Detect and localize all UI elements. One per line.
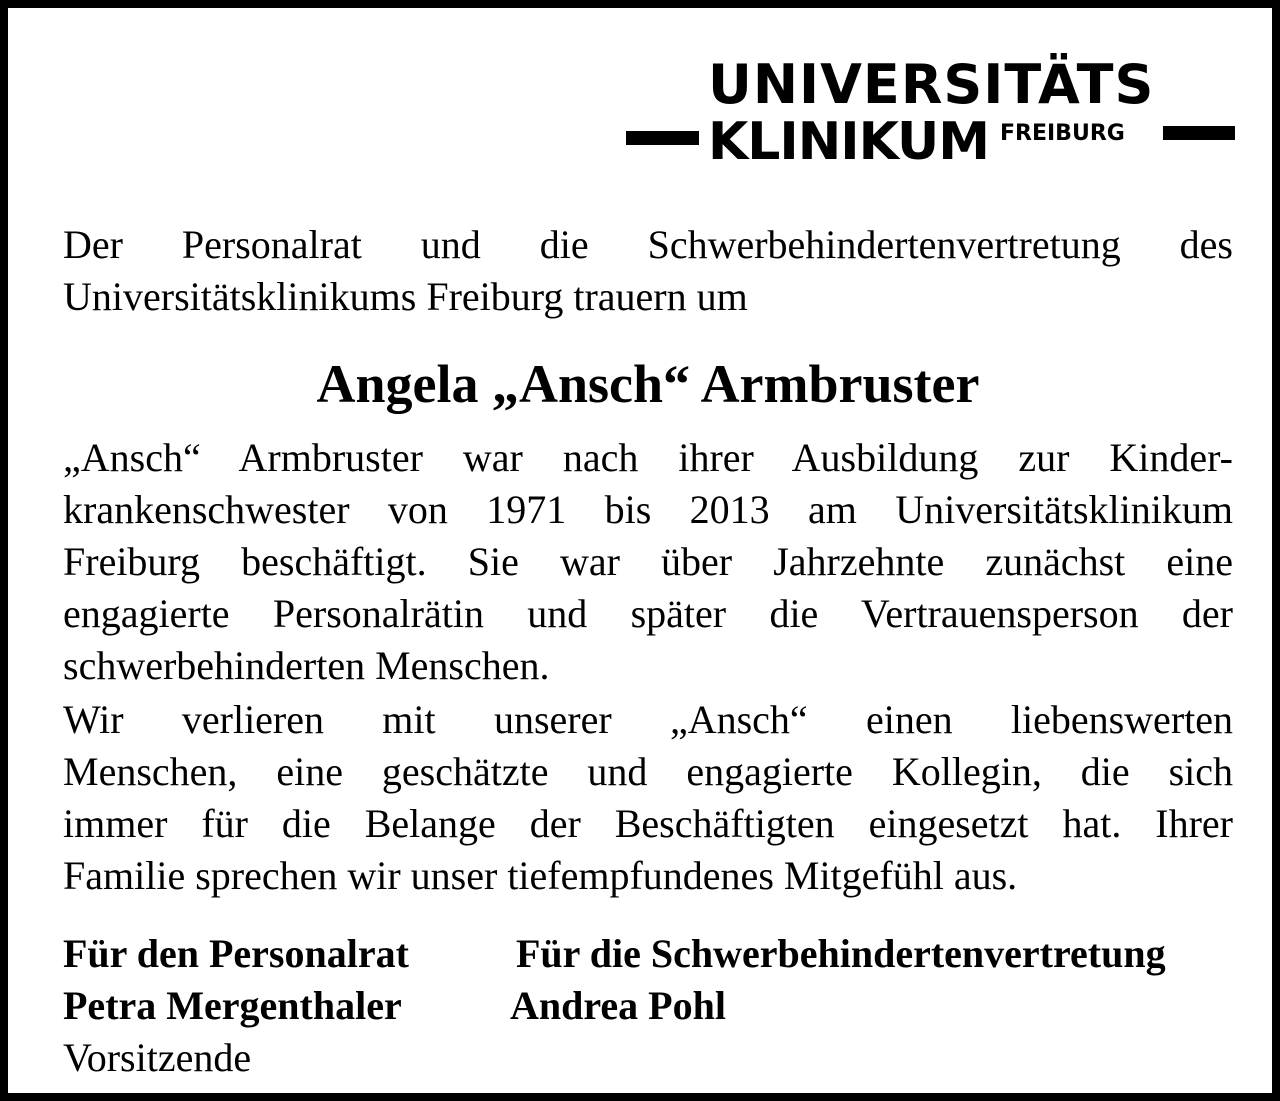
condolence-line-1: Wir verlieren mit unserer „Ansch“ einen liebenswerten: [63, 697, 1233, 742]
condolence-line-3: immer für die Belange der Beschäftigten eingesetzt hat. Ihrer: [63, 801, 1233, 846]
intro-line-2: Universitätsklinikums Freiburg trauern um: [63, 274, 748, 319]
biography-line-3: Freiburg beschäftigt. Sie war über Jahrzehnte zunächst eine: [63, 539, 1233, 584]
biography-line-2: krankenschwester von 1971 bis 2013 am Universitätsklinikum: [63, 487, 1233, 532]
condolence-line-2: Menschen, eine geschätzte und engagierte Kollegin, die sich: [63, 749, 1233, 794]
intro-text: [63, 219, 1233, 323]
logo-city-freiburg: FREIBURG: [1000, 121, 1125, 146]
biography-paragraph: [63, 432, 1233, 692]
condolence-line-4: Familie sprechen wir unser tiefempfundenes Mitgefühl aus.: [63, 853, 1018, 898]
signature-right-org: Für die Schwerbehindertenvertretung: [516, 931, 1166, 976]
biography-line-5: schwerbehinderten Menschen.: [63, 643, 550, 688]
biography-line-1: „Ansch“ Armbruster war nach ihrer Ausbildung zur Kinder-: [63, 435, 1233, 480]
deceased-name: Angela „Ansch“ Armbruster: [316, 354, 980, 414]
signature-right-name: Andrea Pohl: [510, 983, 726, 1028]
logo-line-universitaets: UNIVERSITÄTS: [708, 53, 1155, 116]
intro-line-1: Der Personalrat und die Schwerbehindertenvertretung des: [63, 222, 1233, 267]
logo-bar-left: [626, 131, 699, 145]
condolence-paragraph: [63, 694, 1233, 902]
university-hospital-logo: [623, 53, 1235, 172]
logo-bar-right: [1163, 126, 1235, 140]
signature-left-name: Petra Mergenthaler: [63, 983, 402, 1028]
signature-left-org: Für den Personalrat: [63, 931, 409, 976]
logo-line-klinikum: KLINIKUM: [708, 112, 989, 172]
biography-line-4: engagierte Personalrätin und später die Vertrauensperson der: [63, 591, 1233, 636]
signature-left-role: Vorsitzende: [63, 1035, 252, 1080]
